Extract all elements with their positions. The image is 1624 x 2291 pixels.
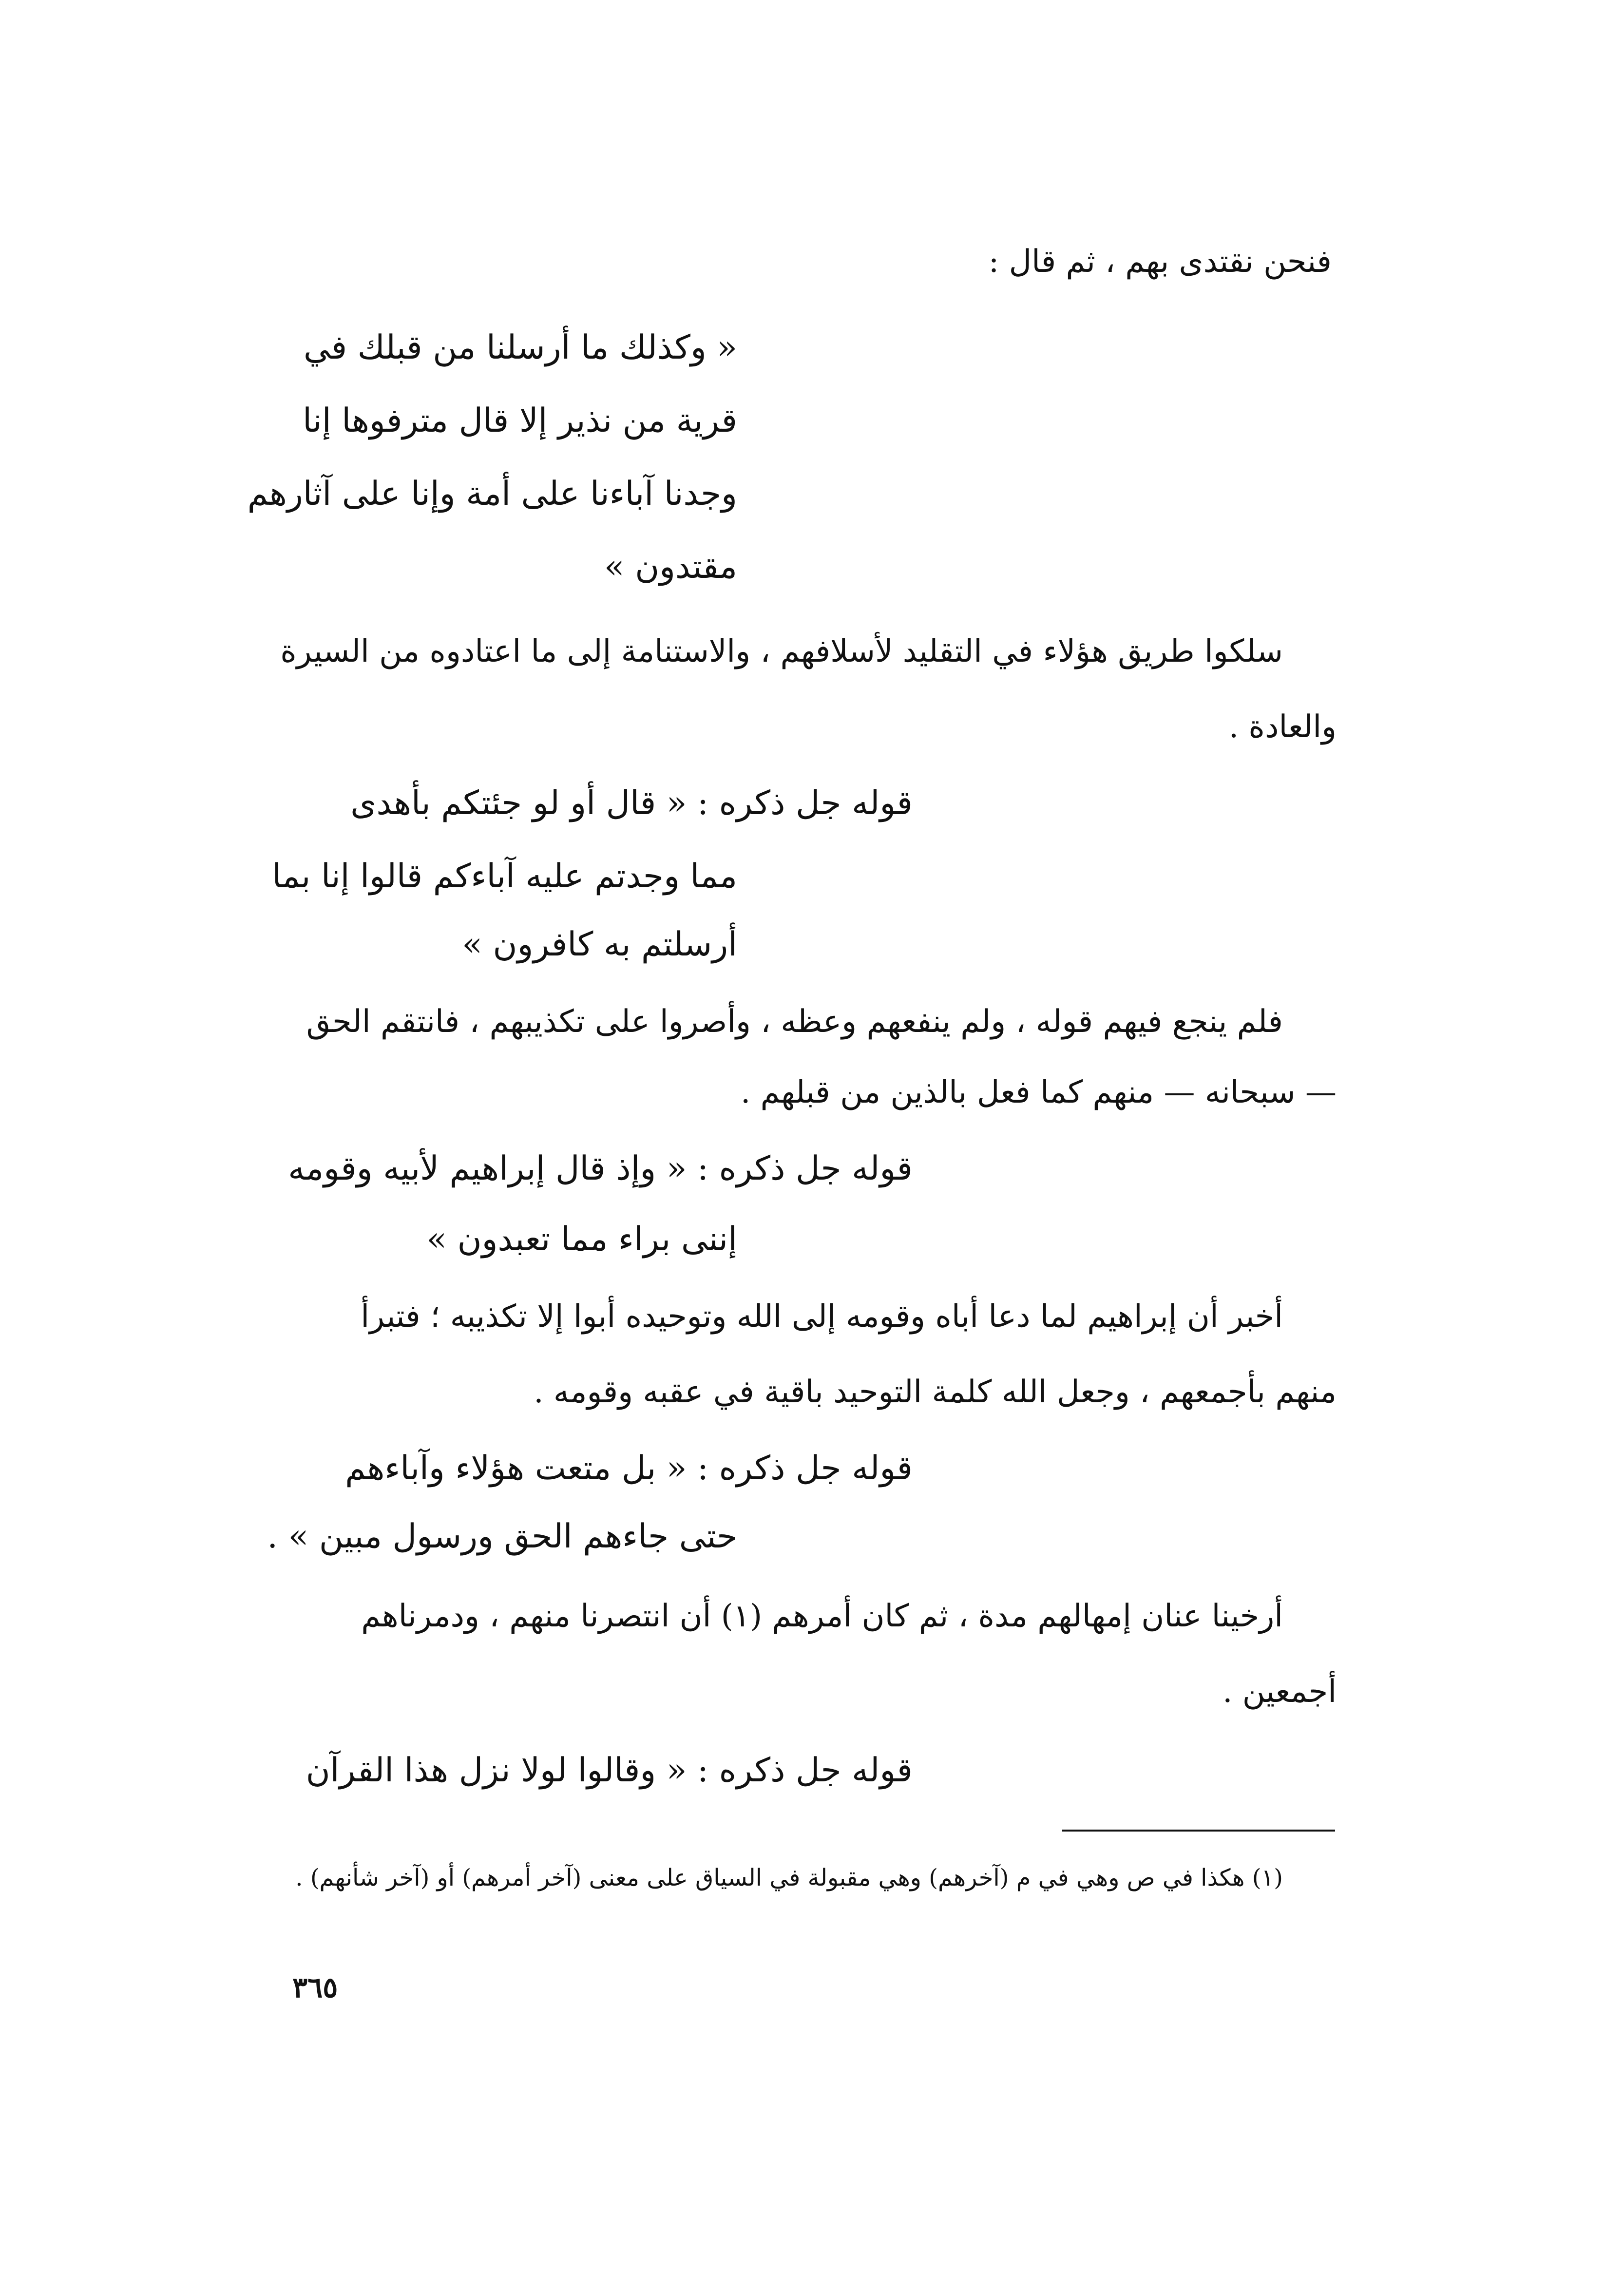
verse-line: قوله جل ذكره : « وإذ قال إبراهيم لأبيه وقومه bbox=[288, 1149, 913, 1188]
verse-line: « وكذلك ما أرسلنا من قبلك في bbox=[303, 328, 737, 367]
text-line: منهم بأجمعهم ، وجعل الله كلمة التوحيد باقية في عقبه وقومه . bbox=[534, 1374, 1337, 1410]
verse-line: إننى براء مما تعبدون » bbox=[426, 1220, 737, 1259]
text-line: أرخينا عنان إمهالهم مدة ، ثم كان أمرهم (١) أن انتصرنا منهم ، ودمرناهم bbox=[361, 1598, 1283, 1634]
verse-line: مما وجدتم عليه آباءكم قالوا إنا بما bbox=[272, 857, 737, 896]
text-line: فنحن نقتدى بهم ، ثم قال : bbox=[988, 244, 1332, 280]
page-number: ٣٦٥ bbox=[292, 1971, 338, 2004]
verse-line: قوله جل ذكره : « بل متعت هؤلاء وآباءهم bbox=[345, 1449, 913, 1488]
text-line: سلكوا طريق هؤلاء في التقليد لأسلافهم ، والاستنامة إلى ما اعتادوه من السيرة bbox=[280, 633, 1283, 669]
verse-line: قوله جل ذكره : « وقالوا لولا نزل هذا القرآن bbox=[306, 1751, 913, 1790]
verse-line: قوله جل ذكره : « قال أو لو جئتكم بأهدى bbox=[350, 784, 913, 822]
text-line: فلم ينجع فيهم قوله ، ولم ينفعهم وعظه ، وأصروا على تكذيبهم ، فانتقم الحق bbox=[306, 1004, 1283, 1040]
verse-line: وجدنا آباءنا على أمة وإنا على آثارهم bbox=[247, 475, 737, 513]
text-line: أخبر أن إبراهيم لما دعا أباه وقومه إلى الله وتوحيده أبوا إلا تكذيبه ؛ فتبرأ bbox=[361, 1298, 1283, 1335]
text-line: والعادة . bbox=[1228, 709, 1337, 745]
footnote-divider bbox=[1062, 1830, 1335, 1832]
verse-line: قرية من نذير إلا قال مترفوها إنا bbox=[303, 401, 737, 440]
verse-line: مقتدون » bbox=[604, 548, 737, 586]
text-line: أجمعين . bbox=[1223, 1674, 1337, 1710]
footnote: (١) هكذا في ص وهي في م (آخرهم) وهي مقبولة في السياق على معنى (آخر أمرهم) أو (آخر شأنهم) . bbox=[295, 1864, 1283, 1891]
verse-line: حتى جاءهم الحق ورسول مبين » . bbox=[267, 1517, 737, 1556]
verse-line: أرسلتم به كافرون » bbox=[462, 925, 737, 964]
text-line: — سبحانه — منهم كما فعل بالذين من قبلهم . bbox=[740, 1074, 1337, 1110]
